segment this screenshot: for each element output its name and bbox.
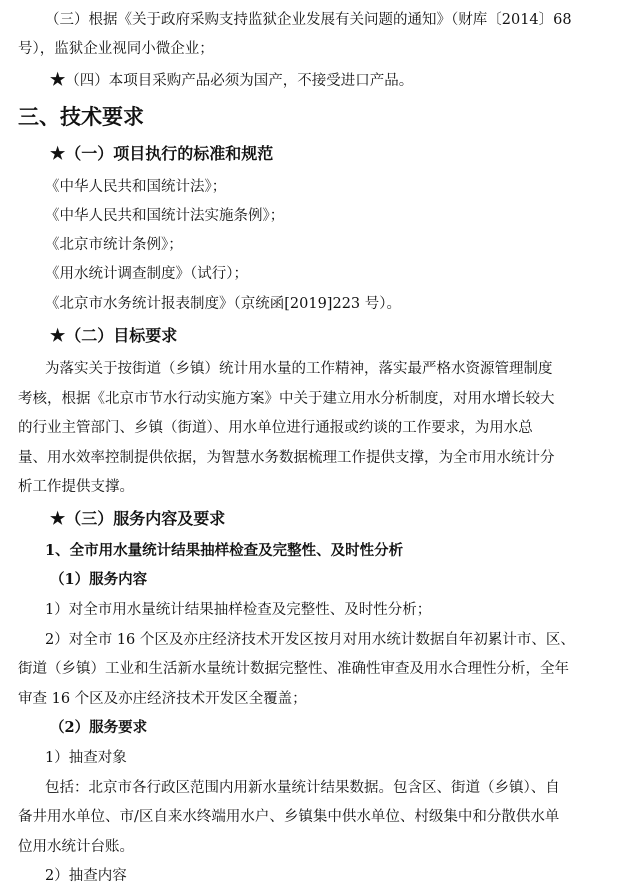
paragraph-domestic-products — [50, 70, 413, 91]
subheading-goal-requirements — [50, 324, 177, 348]
goal-paragraph-line: 量、用水效率控制提供依据，为智慧水务数据梳理工作提供支撑，为全市用水统计分 — [18, 450, 555, 466]
requirement-item: 2）抽查内容 — [45, 868, 127, 884]
law-item: 《北京市水务统计报表制度》（京统函[2019]223 号）。 — [45, 296, 401, 312]
goal-paragraph-line: 析工作提供支撑。 — [18, 479, 134, 495]
service-content-item: 2）对全市 16 个区及亦庄经济技术开发区按月对用水统计数据自年初累计市、区、 — [45, 632, 575, 648]
service-content-item: 1）对全市用水量统计结果抽样检查及完整性、及时性分析； — [45, 602, 432, 618]
subheading-service-content — [50, 507, 225, 531]
goal-paragraph-line: 考核，根据《北京市节水行动实施方案》中关于建立用水分析制度，对用水增长较大 — [18, 391, 555, 407]
law-item: 《中华人民共和国统计法实施条例》； — [45, 208, 285, 224]
paragraph-prison-enterprise-line2: 号），监狱企业视同小微企业； — [18, 41, 214, 57]
star-icon: ★ — [50, 70, 66, 90]
paragraph-domestic-text: （四）本项目采购产品必须为国产，不接受进口产品。 — [65, 73, 414, 89]
subheading-standards — [50, 142, 273, 166]
service-content-title: （1）服务内容 — [50, 571, 148, 588]
star-icon: ★ — [50, 509, 66, 529]
law-item: 《中华人民共和国统计法》； — [45, 179, 227, 195]
service-content-item: 街道（乡镇）工业和生活新水量统计数据完整性、准确性审查及用水合理性分析，全年 — [18, 661, 569, 677]
law-item: 《用水统计调查制度》（试行）； — [45, 266, 248, 282]
requirement-item: 包括：北京市各行政区范围内用新水量统计结果数据。包含区、街道（乡镇）、自 — [45, 780, 560, 796]
star-icon: ★ — [50, 144, 66, 164]
star-icon: ★ — [50, 326, 66, 346]
subheading-goal-text: （二）目标要求 — [65, 326, 178, 345]
law-item: 《北京市统计条例》； — [45, 237, 183, 253]
item-1-title: 1、全市用水量统计结果抽样检查及完整性、及时性分析 — [45, 542, 404, 559]
requirement-item: 1）抽查对象 — [45, 750, 127, 766]
service-content-item: 审查 16 个区及亦庄经济技术开发区全覆盖； — [18, 691, 307, 707]
goal-paragraph-line: 的行业主管部门、乡镇（街道）、用水单位进行通报或约谈的工作要求，为用水总 — [18, 420, 533, 436]
service-requirements-title: （2）服务要求 — [50, 719, 148, 736]
subheading-standards-text: （一）项目执行的标准和规范 — [65, 144, 274, 163]
subheading-service-text: （三）服务内容及要求 — [65, 509, 226, 528]
requirement-item: 备井用水单位、市/区自来水终端用水户、乡镇集中供水单位、村级集中和分散供水单 — [18, 809, 560, 825]
section-heading-technical-requirements: 三、技术要求 — [18, 104, 144, 129]
goal-paragraph-line: 为落实关于按街道（乡镇）统计用水量的工作精神，落实最严格水资源管理制度 — [45, 361, 553, 377]
requirement-item: 位用水统计台账。 — [18, 839, 134, 855]
paragraph-prison-enterprise-line1: （三）根据《关于政府采购支持监狱企业发展有关问题的通知》（财库〔2014〕68 — [45, 12, 572, 28]
